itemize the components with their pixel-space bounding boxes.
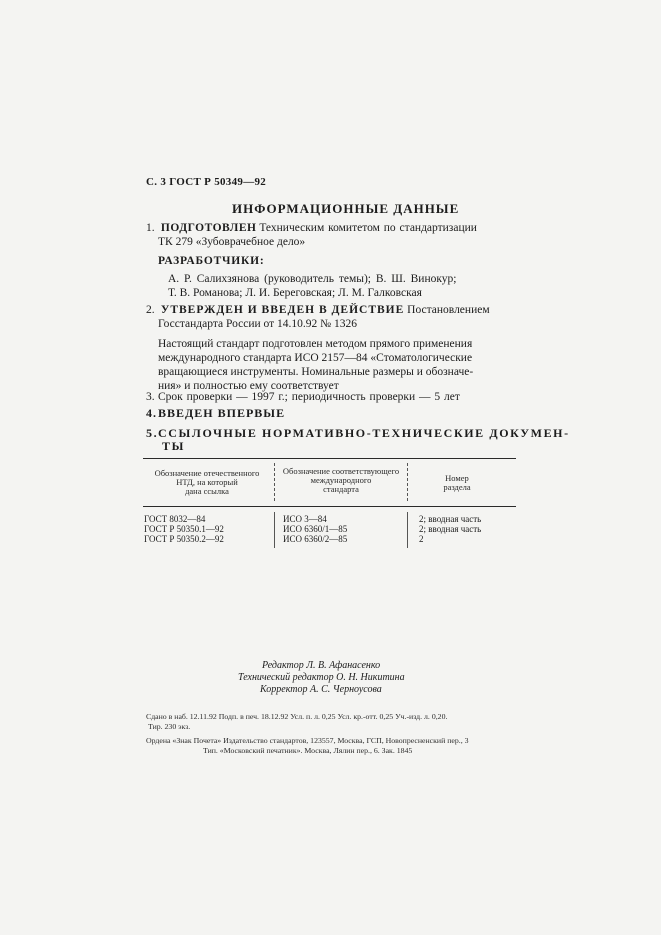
table-row-1-col1: ГОСТ 8032—84 [144, 514, 206, 524]
developers-heading: РАЗРАБОТЧИКИ: [158, 255, 265, 267]
item-5-line2: ТЫ [162, 439, 185, 453]
note-line4: ния» и полностью ему соответствует [158, 380, 339, 392]
item-3-number: 3. [146, 391, 155, 403]
imprint-line4: Тип. «Московский печатник». Москва, Лялин пер., 6. Зак. 1845 [203, 746, 413, 755]
item-2-number: 2. [146, 304, 155, 316]
item-4-text: ВВЕДЕН ВПЕРВЫЕ [158, 406, 286, 420]
developers-line1: А. Р. Салихзянова (руководитель темы); В. Ш. Винокур; [168, 273, 457, 285]
table-header-col3: Номер раздела [443, 473, 471, 492]
note-line3: вращающиеся инструменты. Номинальные размеры и обозначе- [158, 366, 474, 378]
table-row-2-col1: ГОСТ Р 50350.1—92 [144, 524, 224, 534]
table-row-2-col2: ИСО 6360/1—85 [283, 524, 348, 534]
item-4 [146, 406, 285, 421]
table-top-rule [143, 458, 516, 459]
section-title: ИНФОРМАЦИОННЫЕ ДАННЫЕ [232, 201, 460, 216]
table-row-3-col3: 2 [419, 534, 424, 544]
table-body-divider-2 [407, 512, 408, 548]
item-1-bold: ПОДГОТОВЛЕН [160, 222, 257, 234]
item-5-line1: ССЫЛОЧНЫЕ НОРМАТИВНО-ТЕХНИЧЕСКИЕ ДОКУМЕН- [158, 426, 570, 440]
corrector-line: Корректор А. С. Черноусова [260, 684, 382, 695]
item-2-line2: Госстандарта России от 14.10.92 № 1326 [158, 318, 358, 330]
table-body-divider-1 [274, 512, 275, 548]
note-line2: международного стандарта ИСО 2157—84 «Стоматологические [158, 352, 473, 364]
item-1-line2: ТК 279 «Зубоврачебное дело» [158, 236, 306, 248]
item-3-text: Срок проверки — 1997 г.; периодичность проверки — 5 лет [158, 391, 460, 403]
item-5 [146, 426, 570, 441]
table-row-1-col2: ИСО 3—84 [283, 514, 327, 524]
item-2 [146, 303, 490, 317]
item-3 [146, 390, 460, 404]
table-row-3-col2: ИСО 6360/2—85 [283, 534, 348, 544]
table-row-1-col3: 2; вводная часть [419, 514, 482, 524]
item-2-bold: УТВЕРЖДЕН И ВВЕДЕН В ДЕЙСТВИЕ [160, 304, 405, 316]
imprint-line1: Сдано в наб. 12.11.92 Подп. в печ. 18.12.92 Усл. п. л. 0,25 Усл. кр.-отт. 0,25 Уч.-изд. л. 0,20. [146, 712, 448, 721]
item-1-text: Техническим комитетом по стандартизации [259, 222, 477, 234]
imprint-line2: Тир. 230 экз. [148, 722, 191, 731]
item-1 [146, 221, 477, 235]
table-row-2-col3: 2; вводная часть [419, 524, 482, 534]
table-header-col1: Обозначение отечественного НТД, на который дана ссылка [154, 468, 260, 496]
tech-editor-line: Технический редактор О. Н. Никитина [238, 672, 405, 683]
table-header-divider-1 [274, 463, 275, 501]
table-row-3-col1: ГОСТ Р 50350.2—92 [144, 534, 224, 544]
developers-line2: Т. В. Романова; Л. И. Береговская; Л. М. Галковская [168, 287, 422, 299]
table-header-divider-2 [407, 463, 408, 501]
item-2-text: Постановлением [407, 304, 490, 316]
note-line1: Настоящий стандарт подготовлен методом прямого применения [158, 338, 473, 350]
item-4-number: 4. [146, 406, 157, 420]
item-1-number: 1. [146, 222, 155, 234]
page-header: С. 3 ГОСТ Р 50349—92 [146, 176, 267, 188]
table-header-col2: Обозначение соответствующего международного стандарта [282, 466, 400, 494]
imprint-line3: Ордена «Знак Почета» Издательство стандартов, 123557, Москва, ГСП, Новопресненский пер., 3 [146, 736, 469, 745]
editor-line: Редактор Л. В. Афанасенко [262, 660, 381, 671]
table-header-rule [143, 506, 516, 507]
item-5-number: 5. [146, 426, 159, 440]
